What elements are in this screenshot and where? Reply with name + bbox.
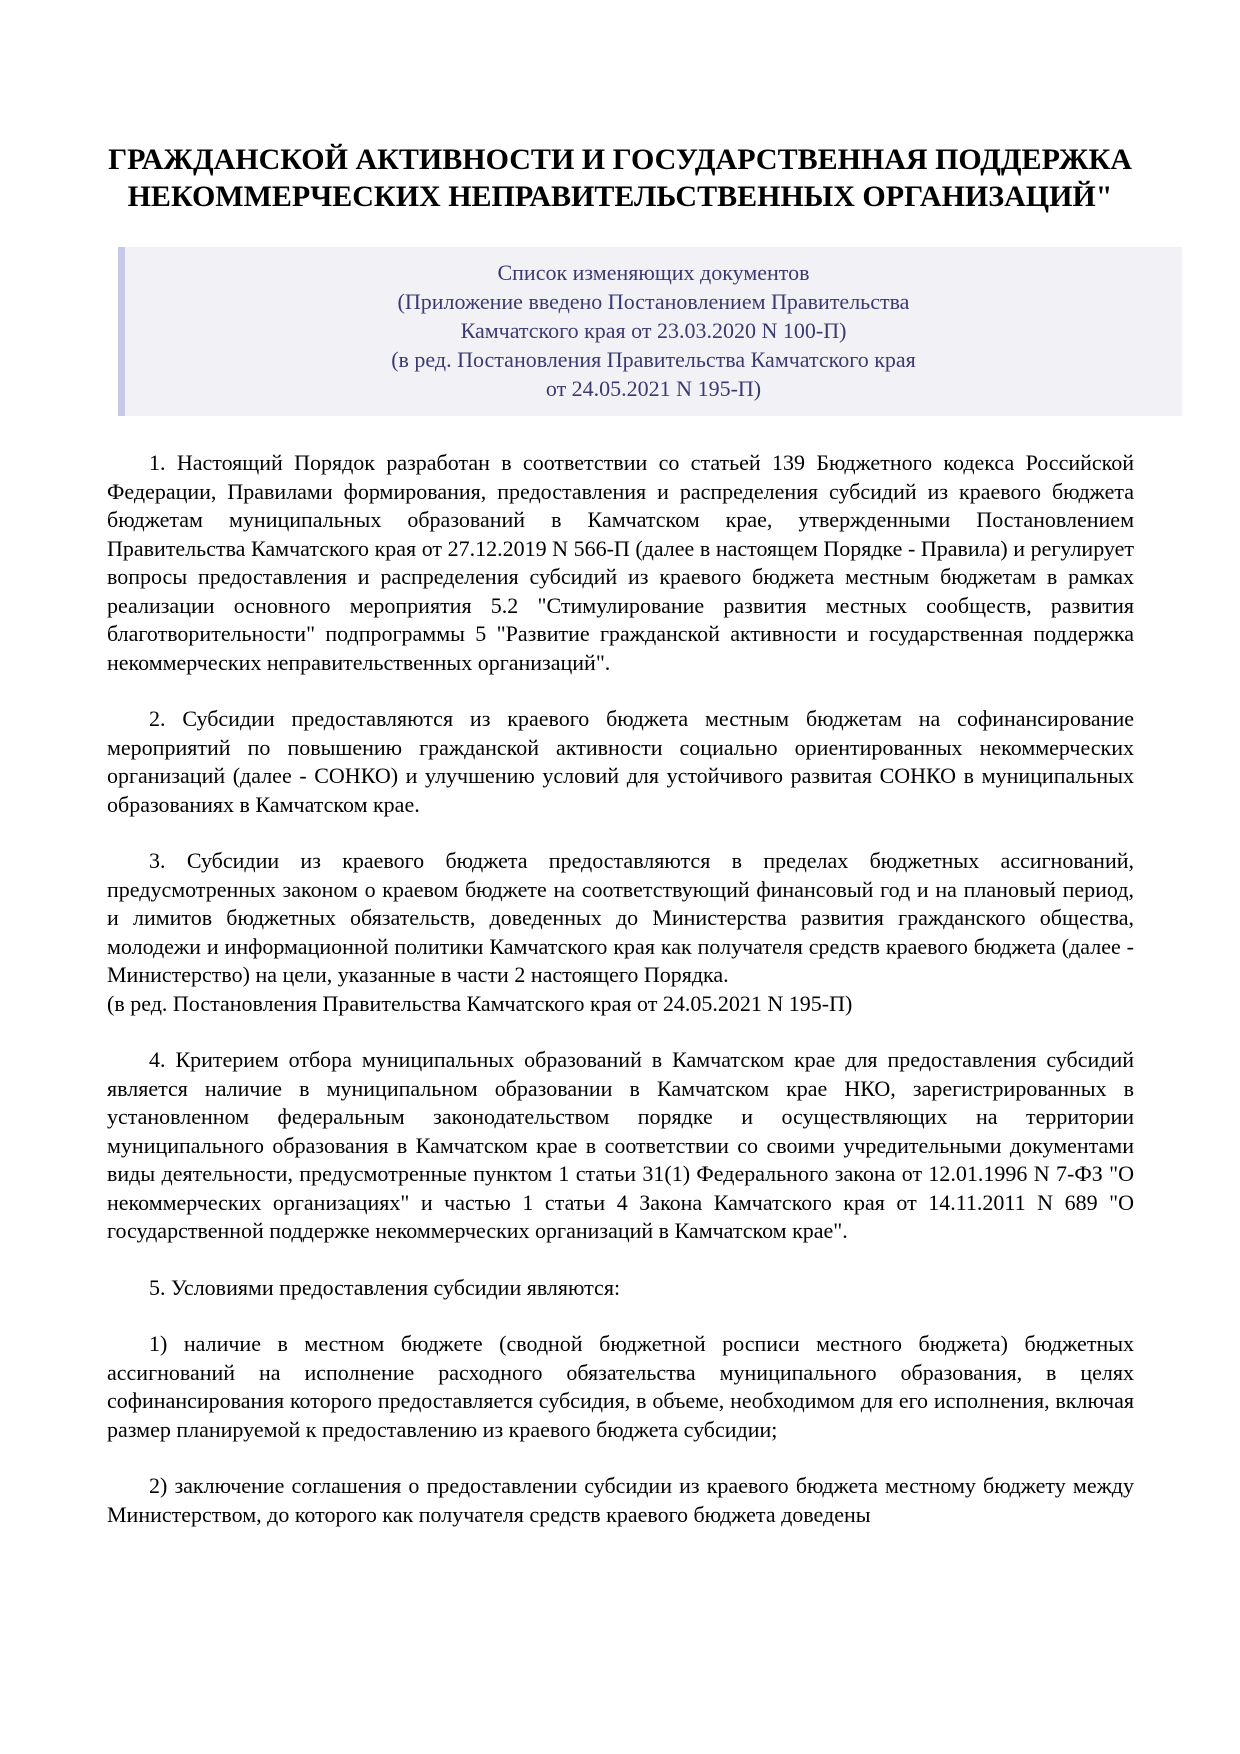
paragraph-3: 3. Субсидии из краевого бюджета предоставляются в пределах бюджетных ассигнований, предусмотренных законом о краевом бюджете на соответствующий финансовый год и на плановый период, и лимитов бюджетных обязательств, доведенных до Министерства развития гражданского общества, молодежи и информационной политики Камчатского края как получателя средств краевого бюджета (далее - Министерство) на цели, указанные в части 2 настоящего Порядка. [107,848,1134,987]
paragraph-2: 2. Субсидии предоставляются из краевого бюджета местным бюджетам на софинансирование мероприятий по повышению гражданской активности социально ориентированных некоммерческих организаций (далее - СОНКО) и улучшению условий для устойчивого развитая СОНКО в муниципальных образованиях в Камчатском крае. [107,706,1134,817]
amendments-note-box [118,247,1182,416]
amendments-note-line-1: Список изменяющих документов [497,260,810,285]
paragraph-4: 4. Критерием отбора муниципальных образований в Камчатском крае для предоставления субсидий является наличие в муниципальном образовании в Камчатском крае НКО, зарегистрированных в установленном федеральным законодательством порядке и осуществляющих на территории муниципального образования в Камчатском крае в соответствии со своими учредительными документами виды деятельности, предусмотренные пунктом 1 статьи 31(1) Федерального закона от 12.01.1996 N 7-ФЗ "О некоммерческих организациях" и частью 1 статьи 4 Закона Камчатского края от 14.11.2011 N 689 "О государственной поддержке некоммерческих организаций в Камчатском крае". [107,1047,1134,1243]
document-title [62,141,1178,215]
document-title-line1: ГРАЖДАНСКОЙ АКТИВНОСТИ И ГОСУДАРСТВЕННАЯ ПОДДЕРЖКА [108,143,1132,176]
document-title-line2: НЕКОММЕРЧЕСКИХ НЕПРАВИТЕЛЬСТВЕННЫХ ОРГАНИЗАЦИЙ" [127,180,1113,213]
document-body [107,449,1134,1529]
amendments-note-line-3: Камчатского края от 23.03.2020 N 100-П) [460,318,847,343]
amendments-note-line-5: от 24.05.2021 N 195-П) [545,376,762,401]
paragraph-3-amendment-note: (в ред. Постановления Правительства Камчатского края от 24.05.2021 N 195-П) [107,990,853,1016]
paragraph-5: 5. Условиями предоставления субсидии являются: [149,1274,621,1300]
paragraph-1: 1. Настоящий Порядок разработан в соответствии со статьей 139 Бюджетного кодекса Российской Федерации, Правилами формирования, предоставления и распределения субсидий из краевого бюджета бюджетам муниципальных образований в Камчатском крае, утвержденными Постановлением Правительства Камчатского края от 27.12.2019 N 566-П (далее в настоящем Порядке - Правила) и регулирует вопросы предоставления и распределения субсидий из краевого бюджета местным бюджетам в рамках реализации основного мероприятия 5.2 "Стимулирование развития местных сообществ, развития благотворительности" подпрограммы 5 "Развитие гражданской активности и государственная поддержка некоммерческих неправительственных организаций". [107,450,1134,675]
paragraph-5-condition-2: 2) заключение соглашения о предоставлении субсидии из краевого бюджета местному бюджету между Министерством, до которого как получателя средств краевого бюджета доведены [107,1473,1134,1527]
amendments-note-line-4: (в ред. Постановления Правительства Камчатского края [391,347,916,372]
amendments-note-line-2: (Приложение введено Постановлением Правительства [397,289,910,314]
paragraph-5-condition-1: 1) наличие в местном бюджете (сводной бюджетной росписи местного бюджета) бюджетных ассигнований на исполнение расходного обязательства муниципального образования, в целях софинансирования которого предоставляется субсидия, в объеме, необходимом для его исполнения, включая размер планируемой к предоставлению из краевого бюджета субсидии; [107,1331,1134,1442]
